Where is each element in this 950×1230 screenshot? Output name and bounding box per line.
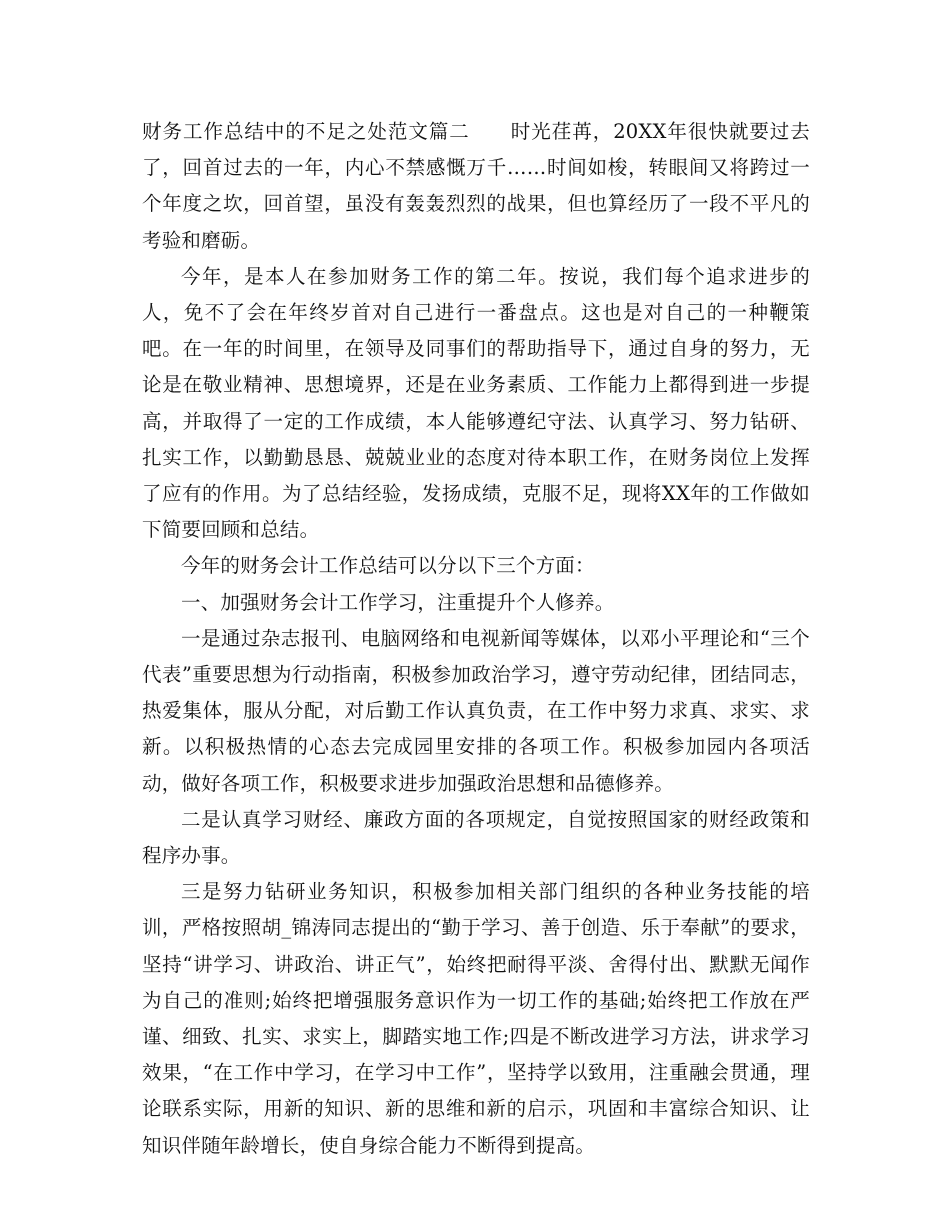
paragraph-item-1: 一是通过杂志报刊、电脑网络和电视新闻等媒体，以邓小平理论和“三个代表”重要思想为行动指南，积极参加政治学习，遵守劳动纪律，团结同志，热爱集体，服从分配，对后勤工作认真负责，在工作中努力求真、求实、求新。以积极热情的心态去完成园里安排的各项工作。积极参加园内各项活动，做好各项工作，积极要求进步加强政治思想和品德修养。 xyxy=(142,626,810,795)
section-heading-1: 一、加强财务会计工作学习，注重提升个人修养。 xyxy=(181,590,615,614)
paragraph-intro: 财务工作总结中的不足之处范文篇二 时光荏苒，20XX年很快就要过去了，回首过去的一年，内心不禁感慨万千……时间如梭，转眼间又将跨过一个年度之坎，回首望，虽没有轰轰烈烈的战果，但也算经历了一段不平凡的考验和磨砺。 xyxy=(142,120,810,252)
paragraph-item-2: 二是认真学习财经、廉政方面的各项规定，自觉按照国家的财经政策和程序办事。 xyxy=(142,807,810,868)
document-body xyxy=(142,114,810,1164)
paragraph-item-3: 三是努力钻研业务知识，积极参加相关部门组织的各种业务技能的培训，严格按照胡_锦涛同志提出的“勤于学习、善于创造、乐于奉献”的要求，坚持“讲学习、讲政治、讲正气”，始终把耐得平淡、舍得付出、默默无闻作为自己的准则;始终把增强服务意识作为一切工作的基础;始终把工作放在严谨、细致、扎实、求实上，脚踏实地工作;四是不断改进学习方法，讲求学习效果，“在工作中学习，在学习中工作”，坚持学以致用，注重融会贯通，理论联系实际，用新的知识、新的思维和新的启示，巩固和丰富综合知识、让知识伴随年龄增长，使自身综合能力不断得到提高。 xyxy=(142,880,810,1157)
paragraph-overview: 今年，是本人在参加财务工作的第二年。按说，我们每个追求进步的人，免不了会在年终岁首对自己进行一番盘点。这也是对自己的一种鞭策吧。在一年的时间里，在领导及同事们的帮助指导下，通过自身的努力，无论是在敬业精神、思想境界，还是在业务素质、工作能力上都得到进一步提高，并取得了一定的工作成绩，本人能够遵纪守法、认真学习、努力钻研、扎实工作，以勤勤恳恳、兢兢业业的态度对待本职工作，在财务岗位上发挥了应有的作用。为了总结经验，发扬成绩，克服不足，现将XX年的工作做如下简要回顾和总结。 xyxy=(142,264,810,542)
paragraph-aspects-intro: 今年的财务会计工作总结可以分以下三个方面： xyxy=(181,554,595,578)
